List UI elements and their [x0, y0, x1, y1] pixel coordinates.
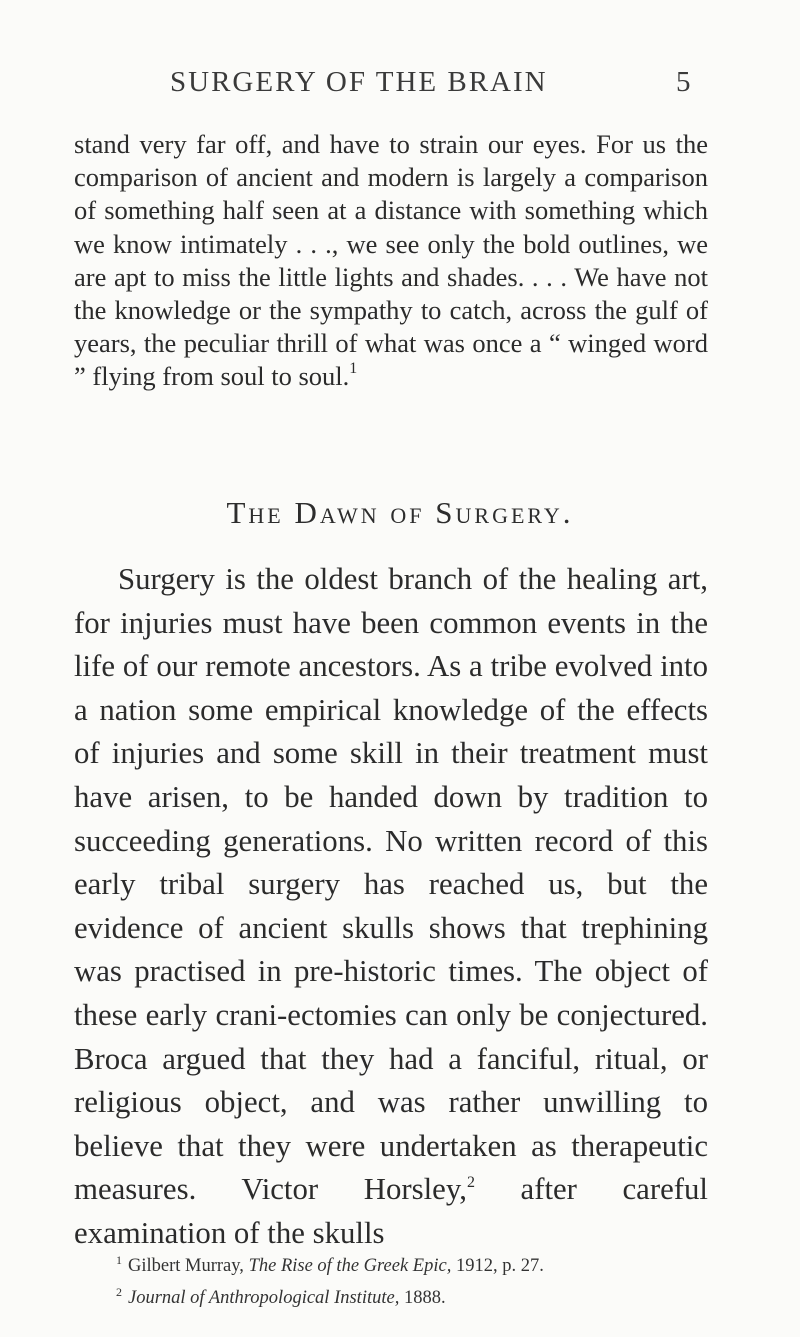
footnote-title: Journal of Anthropological Institute,	[128, 1288, 400, 1309]
footnote-ref-1: 1	[349, 360, 358, 378]
footnote-details: 1912, p. 27.	[451, 1256, 544, 1277]
footnotes	[116, 1247, 716, 1311]
footnote-ref-2: 2	[466, 1174, 475, 1192]
footnote-number: 1	[116, 1253, 122, 1267]
paragraph-continued	[74, 128, 708, 394]
footnote-details: 1888.	[399, 1288, 446, 1309]
running-title: SURGERY OF THE BRAIN	[170, 66, 548, 98]
section-heading: The Dawn of Surgery.	[226, 495, 574, 530]
paragraph-2-text: Surgery is the oldest branch of the healing art, for injuries must have been common events in the life of our remote ancestors. As a tribe evolved into a nation some empirical knowledge of the effects of injuries and some skill in their treatment must have arisen, to be handed down by tradition to succeeding generations. No written record of this early tribal surgery has reached us, but the evidence of ancient skulls shows that trephining was practised in pre-historic times. The object of these early crani-ectomies can only be conjectured. Broca argued that they had a fanciful, ritual, or religious object, and was rather unwilling to believe that they were undertaken as therapeutic measures. Victor Horsley,	[74, 562, 708, 1207]
footnote-2	[116, 1279, 716, 1311]
page-number: 5	[676, 66, 691, 98]
footnote-author: Gilbert Murray,	[128, 1256, 244, 1277]
footnote-title: The Rise of the Greek Epic,	[248, 1256, 452, 1277]
running-head	[0, 66, 800, 106]
paragraph-1-text: stand very far off, and have to strain our eyes. For us the comparison of ancient and modern is largely a comparison of something half seen at a distance with something which we know intimately . . ., we see only the bold outlines, we are apt to miss the little lights and shades. . . . We have not the knowledge or the sympathy to catch, across the gulf of years, the peculiar thrill of what was once a “ winged word ” flying from soul to soul.	[74, 129, 708, 392]
footnote-number: 2	[116, 1285, 122, 1300]
footnote-1	[116, 1247, 716, 1279]
paragraph-2-text-end: after careful examination of the skulls	[74, 1172, 708, 1250]
paragraph-dawn-of-surgery	[74, 558, 708, 1256]
